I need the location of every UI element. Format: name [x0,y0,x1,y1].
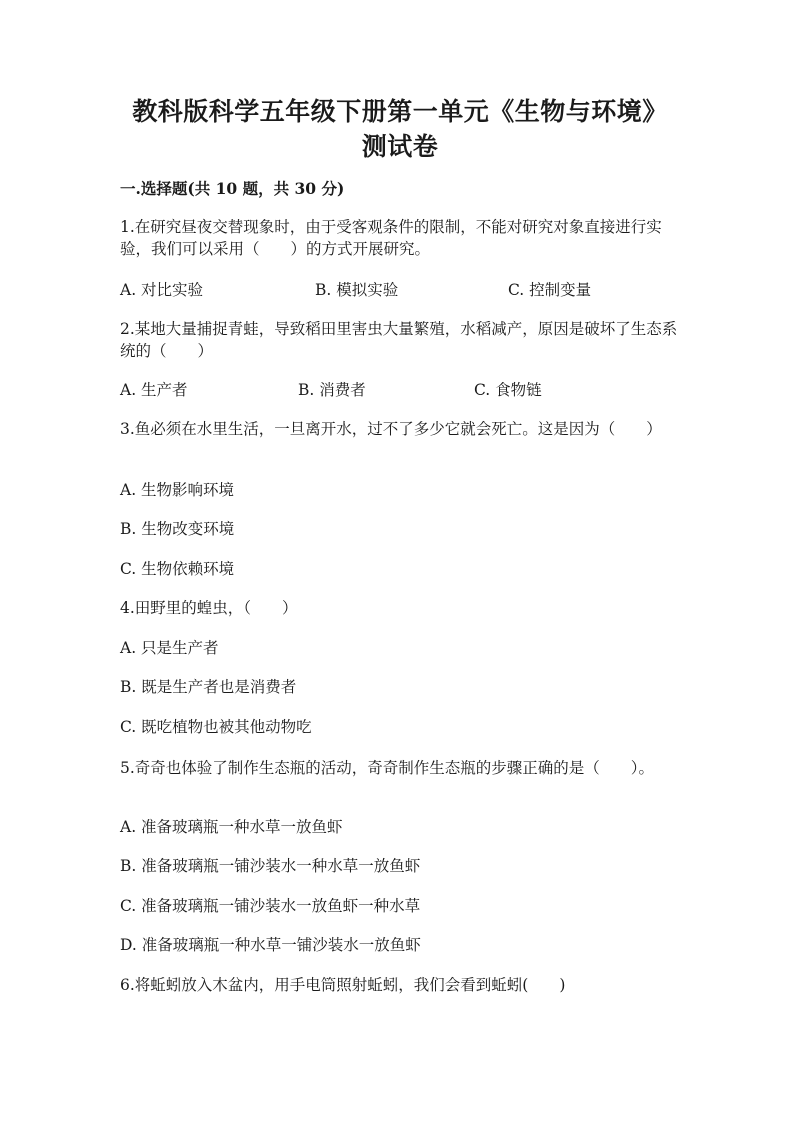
question-5-option-c: C. 准备玻璃瓶一铺沙装水一放鱼虾一种水草 [120,897,421,915]
question-3-option-c: C. 生物依赖环境 [120,560,235,578]
question-2-option-b: B. 消费者 [298,381,366,399]
question-4-stem: 4.田野里的蝗虫，（ ） [120,599,298,617]
question-1-stem: 1.在研究昼夜交替现象时，由于受客观条件的限制，不能对研究对象直接进行实验，我们可以采用（ ）的方式开展研究。 [120,218,662,258]
question-2-stem: 2.某地大量捕捉青蛙，导致稻田里害虫大量繁殖，水稻减产，原因是破坏了生态系统的（ ） [120,320,678,360]
question-4-option-c: C. 既吃植物也被其他动物吃 [120,718,312,736]
question-5-option-d: D. 准备玻璃瓶一种水草一铺沙装水一放鱼虾 [120,936,421,954]
question-2-option-c: C. 食物链 [474,381,542,399]
question-1-option-c: C. 控制变量 [508,281,592,299]
question-3-stem: 3.鱼必须在水里生活，一旦离开水，过不了多少它就会死亡。这是因为（ ） [120,420,662,438]
question-5-option-a: A. 准备玻璃瓶一种水草一放鱼虾 [120,818,343,836]
question-5-option-b: B. 准备玻璃瓶一铺沙装水一种水草一放鱼虾 [120,857,421,875]
question-4-option-b: B. 既是生产者也是消费者 [120,678,297,696]
question-3-option-b: B. 生物改变环境 [120,520,235,538]
question-6-stem: 6.将蚯蚓放入木盆内，用手电筒照射蚯蚓，我们会看到蚯蚓( ) [120,976,566,994]
question-1-option-a: A. 对比实验 [120,281,204,299]
question-3-option-a: A. 生物影响环境 [120,481,235,499]
page-title: 教科版科学五年级下册第一单元《生物与环境》测试卷 [132,97,668,161]
question-4-option-a: A. 只是生产者 [120,639,219,657]
section-heading: 一.选择题(共 10 题，共 30 分) [120,179,345,198]
question-2-option-a: A. 生产者 [120,381,188,399]
question-1-option-b: B. 模拟实验 [315,281,399,299]
question-5-stem: 5.奇奇也体验了制作生态瓶的活动，奇奇制作生态瓶的步骤正确的是（ ）。 [120,759,655,777]
